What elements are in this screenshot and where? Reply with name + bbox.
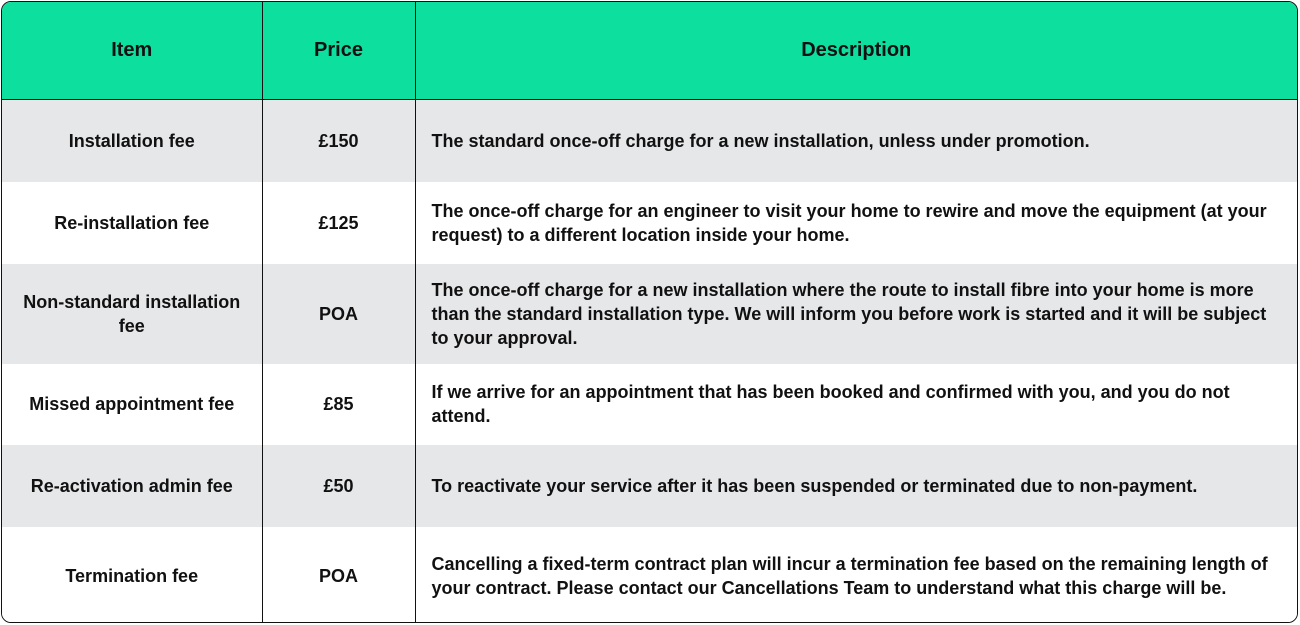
description-cell: The standard once-off charge for a new installation, unless under promotion. [415, 100, 1297, 182]
table-body [2, 100, 1297, 624]
item-cell: Termination fee [2, 527, 262, 624]
fees-table-container [1, 1, 1298, 623]
item-cell: Missed appointment fee [2, 364, 262, 445]
column-header-price: Price [262, 2, 415, 100]
description-cell: To reactivate your service after it has been suspended or terminated due to non-payment. [415, 445, 1297, 527]
item-cell: Non-standard installation fee [2, 264, 262, 364]
description-cell: The once-off charge for an engineer to visit your home to rewire and move the equipment (at your request) to a different location inside your home. [415, 182, 1297, 264]
table-row [2, 182, 1297, 264]
description-cell: Cancelling a fixed-term contract plan will incur a termination fee based on the remaining length of your contract. Please contact our Cancellations Team to understand what this charge will be. [415, 527, 1297, 624]
fees-table [2, 2, 1297, 623]
description-cell: The once-off charge for a new installation where the route to install fibre into your home is more than the standard installation type. We will inform you before work is started and it will be subject to your approval. [415, 264, 1297, 364]
price-cell: £50 [262, 445, 415, 527]
item-cell: Re-activation admin fee [2, 445, 262, 527]
table-header [2, 2, 1297, 100]
price-cell: £125 [262, 182, 415, 264]
table-row [2, 100, 1297, 182]
price-cell: £85 [262, 364, 415, 445]
table-row [2, 527, 1297, 624]
column-header-item: Item [2, 2, 262, 100]
header-row [2, 2, 1297, 100]
column-header-description: Description [415, 2, 1297, 100]
item-cell: Re-installation fee [2, 182, 262, 264]
item-cell: Installation fee [2, 100, 262, 182]
price-cell: £150 [262, 100, 415, 182]
table-row [2, 364, 1297, 445]
price-cell: POA [262, 264, 415, 364]
table-row [2, 264, 1297, 364]
table-row [2, 445, 1297, 527]
description-cell: If we arrive for an appointment that has been booked and confirmed with you, and you do not attend. [415, 364, 1297, 445]
price-cell: POA [262, 527, 415, 624]
